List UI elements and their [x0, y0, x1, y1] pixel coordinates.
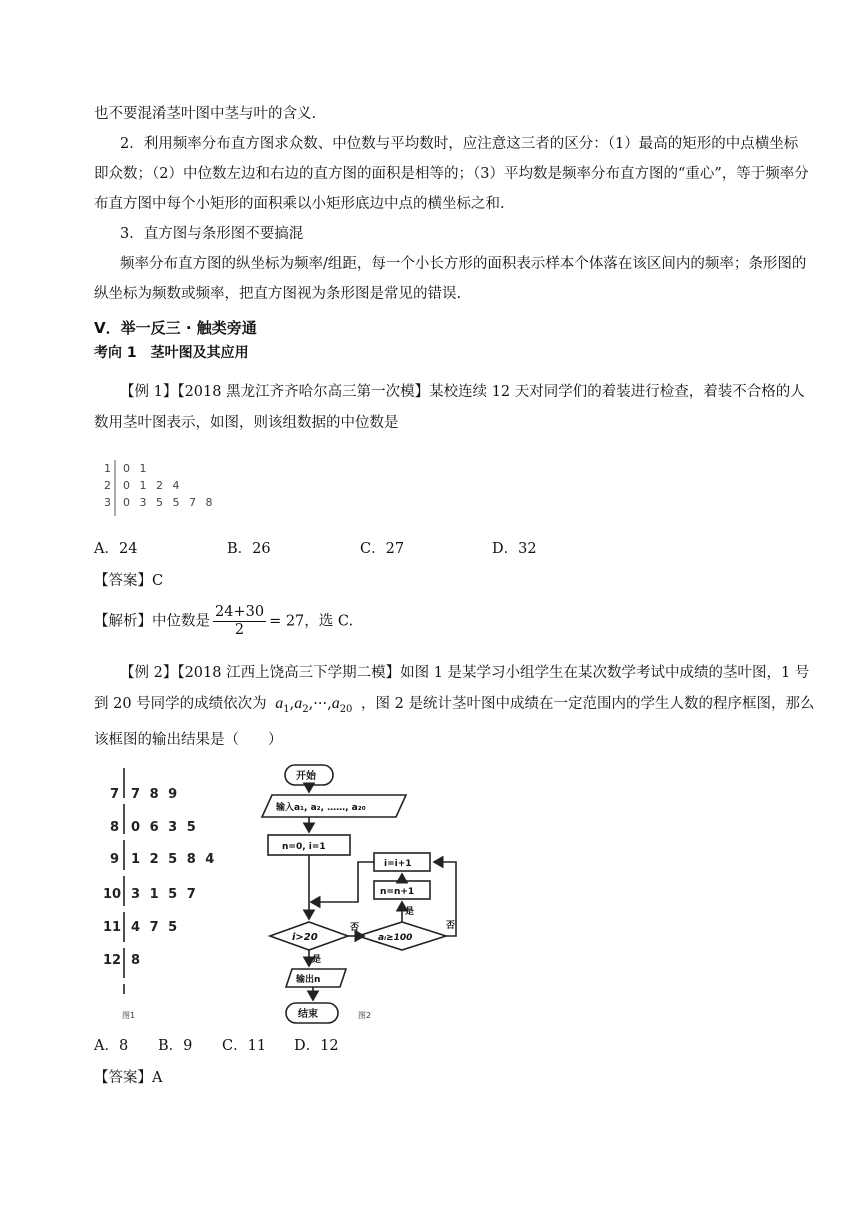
example-2-option-d: D．12: [294, 1038, 339, 1054]
fig1-stem: 8: [110, 820, 120, 835]
flow-start-label: 开始: [296, 771, 316, 782]
example-2-question-line: 该框图的输出结果是（ ）: [94, 732, 283, 748]
intro-paragraph-3-line: 频率分布直方图的纵坐标为频率/组距，每一个小长方形的面积表示样本个体落在该区间内的频率；条形图的: [120, 256, 807, 272]
example-2-figure-1-stem-leaf: [98, 762, 258, 1024]
fraction-denominator: 2: [234, 622, 245, 638]
example-2-question-line: [94, 691, 814, 723]
intro-paragraph-3-line: 纵坐标为频数或频率，把直方图视为条形图是常见的错误.: [94, 286, 462, 302]
example-1-question-line: 数用茎叶图表示，如图，则该组数据的中位数是: [94, 415, 399, 431]
example-1-stem-leaf-plot: [96, 458, 256, 518]
example-2-answer: 【答案】A: [94, 1070, 163, 1086]
example-2-figure-2-flowchart: [258, 762, 462, 1024]
example-2-option-a: A．8: [94, 1038, 129, 1054]
fig1-leaves: 7 8 9: [131, 787, 178, 802]
intro-paragraph-2-line: 2．利用频率分布直方图求众数、中位数与平均数时，应注意这三者的区分：（1）最高的矩形的中点横坐标: [120, 136, 799, 152]
sequence-formula: $a_1,a_2,\cdot\cdot\cdot,a_{20}$: [275, 695, 353, 715]
example-1-option-d: D．32: [492, 541, 537, 557]
median-fraction: [213, 604, 266, 639]
fig1-leaves: 3 1 5 7: [131, 887, 196, 902]
flow-init-label: n=0, i=1: [282, 842, 326, 852]
leaves-2: 0 1 2 4: [123, 479, 180, 492]
fraction-numerator: 24+30: [215, 604, 265, 620]
stem-2: 2: [104, 479, 111, 492]
fig1-stem: 12: [103, 953, 122, 968]
fig1-stem: 11: [103, 920, 122, 935]
fig1-leaves: 8: [131, 953, 141, 968]
fig1-stem: 9: [110, 852, 120, 867]
intro-paragraph-2-line: 布直方图中每个小矩形的面积乘以小矩形底边中点的横坐标之和.: [94, 196, 505, 212]
flow-yes-label: 是: [312, 955, 322, 965]
fig1-leaves: 0 6 3 5: [131, 820, 196, 835]
fig1-stem: 10: [103, 887, 122, 902]
stem-3: 3: [104, 496, 111, 509]
example-1-answer: 【答案】C: [94, 573, 164, 589]
question-line-suffix: ，图 2 是统计茎叶图中成绩在一定范围内的学生人数的程序框图，那么: [361, 696, 815, 712]
flow-no-label: 否: [446, 921, 456, 931]
example-1-analysis: [94, 604, 353, 639]
flow-inc-i-label: i=i+1: [384, 859, 412, 869]
flow-yes-label: 是: [405, 907, 415, 917]
kaoxiang-heading: 考向 1 茎叶图及其应用: [94, 345, 249, 361]
flow-cond-i-label: i>20: [292, 932, 318, 943]
example-1-option-a: A．24: [94, 541, 138, 557]
intro-paragraph-3-title: 3．直方图与条形图不要搞混: [120, 226, 304, 242]
example-1-question-line: 【例 1】【2018 黑龙江齐齐哈尔高三第一次模】某校连续 12 天对同学们的着装进行检查，着装不合格的人: [120, 384, 805, 400]
question-line-prefix: 到 20 号同学的成绩依次为: [94, 696, 267, 712]
figure-2-label: 图2: [358, 1011, 372, 1020]
example-2-option-c: C．11: [222, 1038, 267, 1054]
flow-inc-n-label: n=n+1: [380, 887, 415, 897]
stem-1: 1: [104, 462, 111, 475]
flow-cond-a-label: aᵢ≥100: [378, 933, 413, 943]
section-title: V．举一反三 · 触类旁通: [94, 319, 257, 337]
fig1-stem: 7: [110, 787, 120, 802]
intro-line: 也不要混淆茎叶图中茎与叶的含义.: [94, 106, 317, 122]
flow-output-label: 输出n: [296, 975, 321, 985]
fig1-leaves: 1 2 5 8 4: [131, 852, 215, 867]
analysis-suffix: = 27，选 C.: [269, 613, 354, 630]
figure-1-label: 图1: [122, 1011, 136, 1020]
leaves-1: 0 1: [123, 462, 147, 475]
intro-paragraph-2-line: 即众数；（2）中位数左边和右边的直方图的面积是相等的；（3）平均数是频率分布直方图的“重心”，等于频率分: [94, 166, 809, 182]
flow-no-label: 否: [350, 923, 360, 933]
analysis-prefix: 【解析】中位数是: [94, 613, 210, 630]
leaves-3: 0 3 5 5 7 8: [123, 496, 213, 509]
example-2-question-line: 【例 2】【2018 江西上饶高三下学期二模】如图 1 是某学习小组学生在某次数学考试中成绩的茎叶图，1 号: [120, 665, 810, 681]
example-2-option-b: B．9: [158, 1038, 193, 1054]
example-1-option-c: C．27: [360, 541, 405, 557]
example-1-option-b: B．26: [227, 541, 271, 557]
flow-end-label: 结束: [298, 1009, 318, 1020]
fig1-leaves: 4 7 5: [131, 920, 178, 935]
flow-input-label: 输入a₁, a₂, ……, a₂₀: [276, 803, 366, 813]
